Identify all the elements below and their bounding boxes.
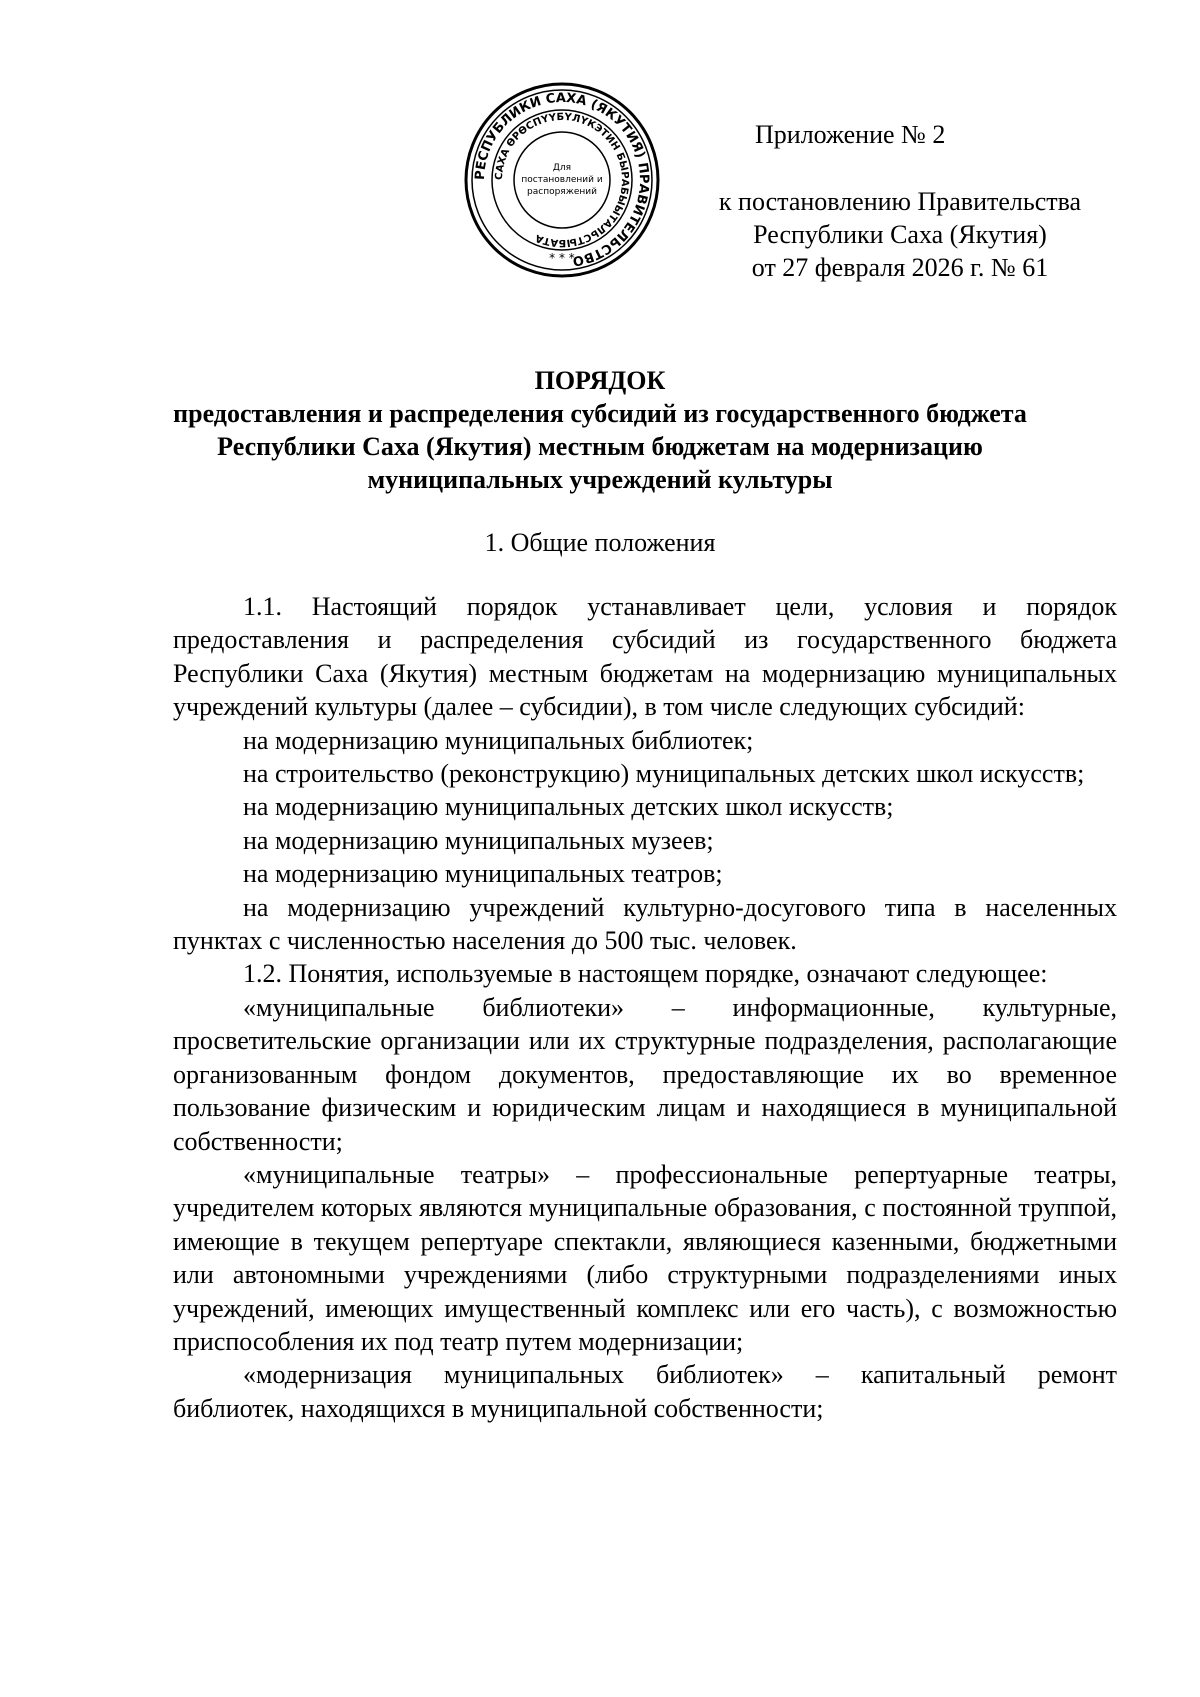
- seal-inner-text: САХА ӨРӨСПҮҮБҮЛҮКЭТИН БЫРАБЫЫТАЛЬСТЫБАТА: [493, 111, 631, 249]
- paragraph-item-construction: на строительство (реконструкцию) муниципальных детских школ искусств;: [243, 759, 1085, 789]
- seal-center-line-2: постановлений и: [521, 175, 603, 185]
- document-body: [173, 590, 1117, 1425]
- official-seal: [462, 80, 662, 280]
- section-title: 1. Общие положения: [484, 528, 716, 557]
- title-line-2: Республики Саха (Якутия) местным бюджетам на модернизацию: [217, 432, 983, 461]
- paragraph-1-1: 1.1. Настоящий порядок устанавливает цели, условия и порядок предоставления и распределения субсидий из государственного бюджета Республики Саха (Якутия) местным бюджетам на модернизацию муниципальных учреждений культуры (далее – субсидии), в том числе следующих субсидий:: [173, 592, 1117, 722]
- paragraph-1-2: 1.2. Понятия, используемые в настоящем порядке, означают следующее:: [243, 959, 1048, 989]
- definition-libraries: «муниципальные библиотеки» – информационные, культурные, просветительские организации или их структурные подразделения, располагающие организованным фондом документов, предоставляющие их во временное пользование физическим и юридическим лицам и находящиеся в муниципальной собственности;: [173, 992, 1117, 1156]
- document-title: [150, 364, 1050, 496]
- paragraph-item-cultural-centers: на модернизацию учреждений культурно-досугового типа в населенных пунктах с численностью населения до 500 тыс. человек.: [173, 892, 1117, 956]
- seal-center-line-3: распоряжений: [527, 187, 597, 197]
- paragraph-item-theatres: на модернизацию муниципальных театров;: [243, 859, 723, 889]
- appendix-block: [690, 118, 1110, 284]
- title-line-3: муниципальных учреждений культуры: [367, 465, 833, 494]
- appendix-number: Приложение № 2: [755, 120, 946, 149]
- seal-outer-text: РЕСПУБЛИКИ САХА (ЯКУТИЯ) ПРАВИТЕЛЬСТВО: [472, 90, 652, 269]
- definition-library-modernization: «модернизация муниципальных библиотек» – капитальный ремонт библиотек, находящихся в муниципальной собственности;: [173, 1360, 1117, 1423]
- seal-stars: * * *: [549, 251, 575, 265]
- seal-center-line-1: Для: [552, 163, 572, 173]
- paragraph-item-museums: на модернизацию муниципальных музеев;: [243, 825, 714, 855]
- paragraph-item-art-schools: на модернизацию муниципальных детских школ искусств;: [243, 792, 894, 822]
- title-line-1: предоставления и распределения субсидий из государственного бюджета: [173, 399, 1027, 428]
- definition-theatres: «муниципальные театры» – профессиональные репертуарные театры, учредителем которых являются муниципальные образования, с постоянной труппой, имеющие в текущем репертуаре спектакли, являющиеся казенными, бюджетными или автономными учреждениями (либо структурными подразделениями иных учреждений, имеющих имущественный комплекс или его часть), с возможностью приспособления их под театр путем модернизации;: [173, 1159, 1117, 1356]
- appendix-line-1: к постановлению Правительства: [718, 187, 1082, 216]
- paragraph-item-libraries: на модернизацию муниципальных библиотек;: [243, 725, 754, 755]
- title-heading: ПОРЯДОК: [534, 366, 666, 395]
- appendix-line-3: от 27 февраля 2026 г. № 61: [751, 253, 1049, 282]
- appendix-line-2: Республики Саха (Якутия): [753, 220, 1047, 249]
